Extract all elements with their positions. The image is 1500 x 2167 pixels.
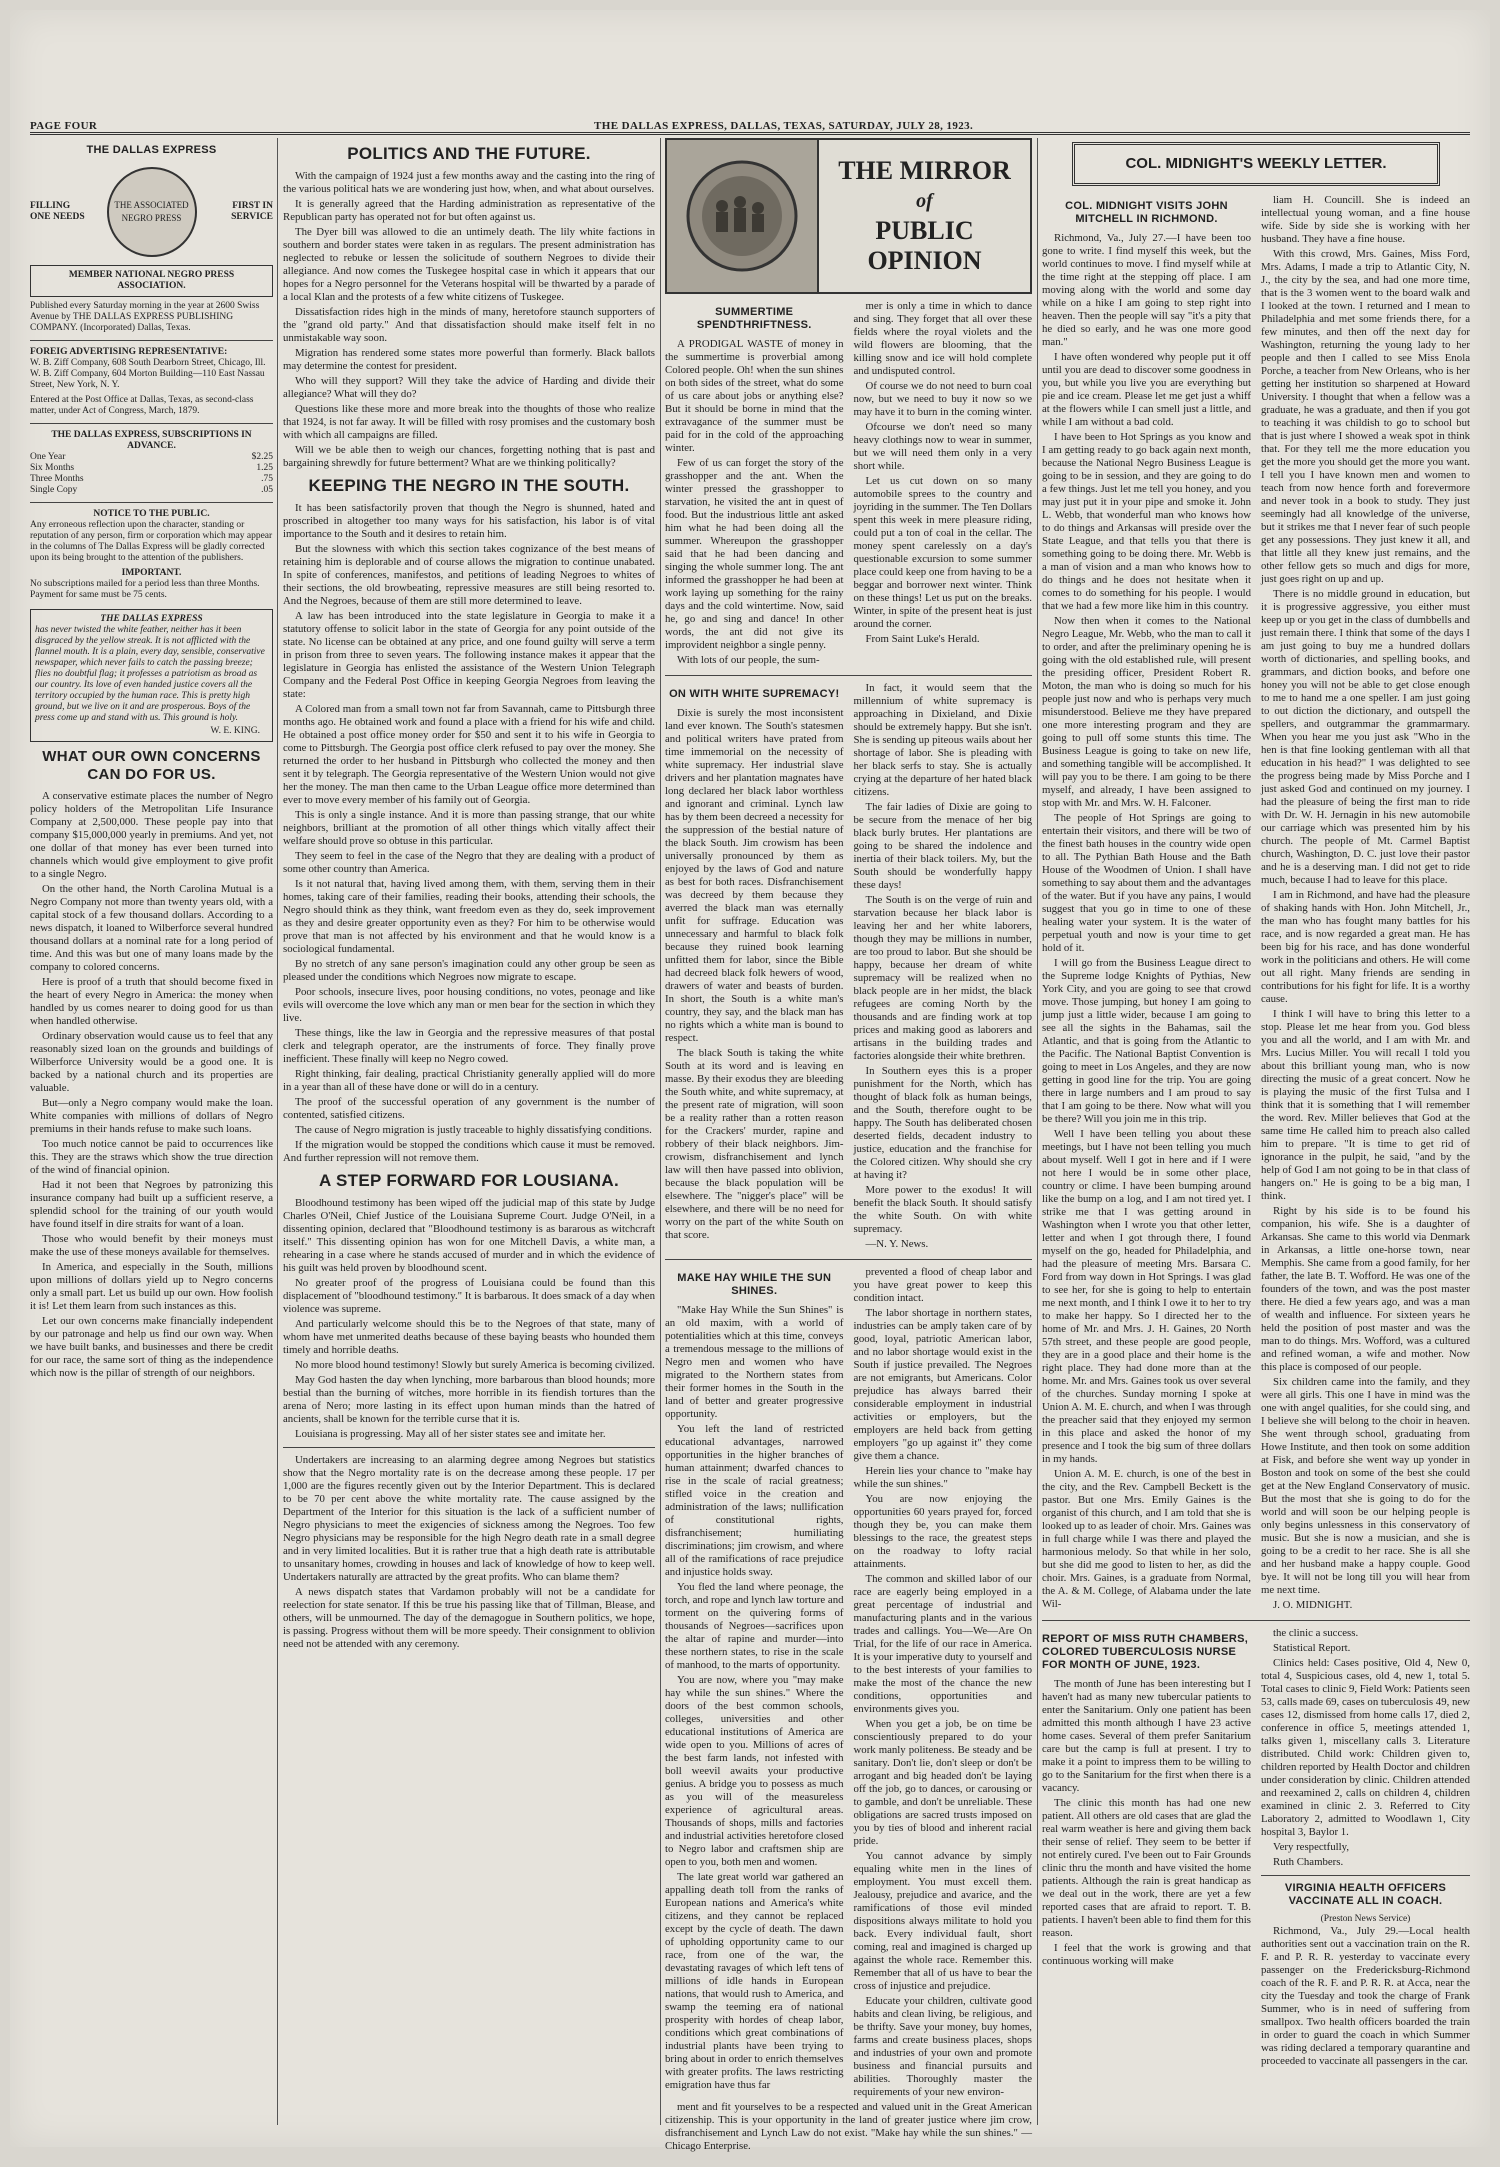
- paragraph: It is generally agreed that the Harding administration as representative of the Republican party has operated not for but often against us.: [283, 198, 655, 223]
- spendthrift-headline: SUMMERTIME SPENDTHRIFTNESS.: [696, 306, 812, 331]
- paragraph: Poor schools, insecure lives, poor housing conditions, no votes, peonage and like evils will overcome the love which any man or men bear for the section in which they live.: [283, 986, 655, 1024]
- paragraph: The clinic this month has had one new patient. All others are old cases that are glad the real warm weather is here and giving them back their sense of relief. They seem to be better if not entirely cured. I've been out to Fair Grounds clinic thru the month and have visited the home patients. Although the rain is great handicap as we deal out in the work, there are yet a few reported cases that are afraid to report. T. B. patients. I haven't been able to find them for this reason.: [1042, 1797, 1251, 1939]
- notice-head: NOTICE TO THE PUBLIC.: [93, 509, 210, 519]
- paragraph: Few of us can forget the story of the grasshopper and the ant. When the winter pressed the grasshopper to starvation, he visited the ant in quest of food. But the industrious little ant asked him what he had been doing all the summer. Whereupon the grasshopper said that he had been dancing and singing the whole summer long. The ant informed the grasshopper he had been at work laying up something for the rainy days and the cold wintertime. Now, said he, go and sing and dance! In other words, the ant did not give its improvident neighbor a single penny.: [665, 457, 844, 651]
- paragraph: Richmond, Va., July 27.—I have been too gone to write. I find myself this week, but the world continues to move. I find myself while at the time right at the stepping off place. I am moving along with the world and some day while on a hike I am going to step right into heaven. Then the people will say "it's a pity that he died so early, and he was one more good man.": [1042, 232, 1251, 348]
- paragraph: You are now, where you "may make hay while the sun shines." Where the doors of the best common schools, colleges, universities and other educational institutions of America are wide open to you. Millions of acres of the best farm lands, not infested with boll weevil awaits your productive genius. A bridge you to possess as much as you will of the measureless experience of agricultural areas. Thousands of shops, mills and factories and industrial activities heretofore closed to Negro labor and craftsmen ship are open to you, both men and women.: [665, 1674, 844, 1868]
- mirror-banner: [665, 138, 1032, 294]
- paragraph: Let us cut down on so many automobile sprees to the country and joyriding in the summer. The Ten Dollars spent this week in mere pleasure riding, could put a ton of coal in the cellar. The money spent carelessly on a day's questionable excursion to some summer place could keep one from having to be a beggar and borrower next winter. Think on these things! Let us put on the breaks. Winter, in spite of the present heat is just around the corner.: [853, 475, 1032, 630]
- subscriptions-table: [30, 452, 273, 496]
- vaccinate-headline: VIRGINIA HEALTH OFFICERS VACCINATE ALL IN COACH.: [1284, 1882, 1447, 1907]
- paragraph: I am in Richmond, and have had the pleasure of shaking hands with Hon. John Mitchell, Jr., the man who has fought many battles for his race, and is now regarded a great man. He has been big for his race, and has done wonderful work in the politicians and others. He will come out all right. Many friends are sending in contributions for his fight for life. It is a worthy cause.: [1261, 889, 1470, 1005]
- subscription-price: .75: [261, 474, 273, 484]
- paragraph: Questions like these more and more break into the thoughts of those who realize that 1924, is not far away. It will be filled with rosy promises and the customary bosh with which all campaigns are filled.: [283, 403, 655, 441]
- paragraph: You cannot advance by simply equaling white men in the lines of employment. You must excell them. Jealousy, prejudice and avarice, and the ramifications of those evil minded dispositions always militate to hold you back. Every individual fault, short coming, real and imagined is charged up against the whole race. Remember this. Remember that all of us have to bear the cross of injustice and prejudice.: [853, 1850, 1032, 1992]
- paragraph: May God hasten the day when lynching, more barbarous than blood hounds; more bestial than the burning of witches, more horrible in its fiendish tortures than the arena of Nero; more lasting in its effect upon human minds than the hatred of ancients, shall be known for the terrible curse that it is.: [283, 1374, 655, 1425]
- paragraph: With this crowd, Mrs. Gaines, Miss Ford, Mrs. Adams, I made a trip to Atlantic City, N. J., the city by the sea, and had one more time, that is the 3 women went to the board walk and I looked at the town. I returned and I mean to Philadelphia and met some friends there, for a few minutes, and then off the next day for Washington, returning the young lady to her people and then I called to see Miss Enola Porche, a teacher from New Orleans, who is her getting her institution so sharpened at Howard University. I thought that when a fellow was a graduate, he was a graduate, and then if you got to teaching it was childish to go to school but that is just where I showed a weak spot in think that. For they tell me the more education you get the more you should get the more you want. I tell you I have known men and women to teach from now hence forth and forevermore and never took in a book to study. They just seemingly had all knowledge of the universe, but it strikes me that I never fear of such people get any possessions. They just knew it all, and that little all they knew just remains, and the other fellow gets so much and digs for more, just goes right on up and up.: [1261, 248, 1470, 585]
- creed-box: [30, 609, 273, 742]
- paragraph: No greater proof of the progress of Louisiana could be found than this displacement of "bloodhound testimony." It is barbarous. It does smack of a day when violence was supreme.: [283, 1277, 655, 1315]
- paragraph: With lots of our people, the sum-: [677, 654, 820, 666]
- subs-head: THE DALLAS EXPRESS, SUBSCRIPTIONS IN ADVANCE.: [51, 430, 252, 451]
- hay-headline: MAKE HAY WHILE THE SUN SHINES.: [677, 1272, 832, 1297]
- paragraph: Educate your children, cultivate good habits and clean living, be religious, and be thrifty. Save your money, buy homes, farms and create business places, shops and industries of your own and promote business and financial pursuits and abilities. Thoroughly master the requirements of your new environ-: [853, 1995, 1032, 2098]
- paragraph: But—only a Negro company would make the loan. White companies with millions of dollars of Negro premiums in their hands refuse to make such loans.: [30, 1097, 273, 1135]
- hay-article: [665, 1266, 1032, 2101]
- editorial-notes: [283, 1454, 655, 1651]
- paragraph: In Southern eyes this is a proper punishment for the North, which has thought of black folk as human beings, and the South, therefore ought to be happy. The South has deliberated chosen deserted fields, decadent industry to justice, education and the franchise for the Colored citizen. Why should she cry at having it?: [853, 1065, 1032, 1181]
- important-body: No subscriptions mailed for a period less than three Months. Payment for same must be 75 cents.: [30, 579, 260, 600]
- nurse-report-headline: REPORT OF MISS RUTH CHAMBERS, COLORED TUBERCULOSIS NURSE FOR MONTH OF JUNE, 1923.: [1042, 1633, 1249, 1671]
- subscription-term: One Year: [30, 452, 66, 462]
- paragraph: Migration has rendered some states more powerful than formerly. Black ballots may determine the contest for president.: [283, 347, 655, 372]
- published-note: Published every Saturday morning in the year at 2600 Swiss Avenue by THE DALLAS EXPRESS PUBLISHING COMPANY. (Incorporated) Dallas, Texas.: [30, 301, 260, 333]
- hay-tail: ment and fit yourselves to be a respected and valued unit in the Great American citizenship. This is your opportunity in the land of greater justice where jim crow, disfranchisement and Lynch Law do not exist. "Make hay while the sun shines." —Chicago Enterprise.: [665, 2101, 1032, 2152]
- vaccinate-body: Richmond, Va., July 29.—Local health authorities sent out a vaccination train on the R. F. and P. R. R. yesterday to vaccinate every passenger on the Fredericksburg-Richmond coach of the R. F. and P. R. R. at Acca, near the city the Tuesday and took the charge of Frank Summer, who is in need of suffering from smallpox. Two health officers boarded the train in order to guard the coach in which Summer was riding declared a temporary quarantine and proceeded to vaccinate all passengers in the car.: [1261, 1925, 1470, 2067]
- paragraph: It has been satisfactorily proven that though the Negro is shunned, hated and proscribed in altogether too many ways for his satisfaction, his labor is of vital importance to the South and it desires to retain him.: [283, 502, 655, 540]
- paragraph: Right by his side is to be found his companion, his wife. She is a daughter of Arkansas. She came to this world via Denmark in Arkansas, a little one-horse town, near Memphis. She came from a good family, for her father, the late B. T. Wofford. He was one of the founders of the town, and was the post master there. He died a few years ago, and was a man of wealth and influence. For sixteen years he held the position of post master and was the man to do things. Mrs. Wofford, was a cultured and refined woman, a wife and mother. Now this place is composed of our people.: [1261, 1205, 1470, 1373]
- creed-body: has never twisted the white feather, neither has it been disgraced by the yellow streak. It is not afflicted with the flannel mouth. It is a plain, every day, sensible, conservative newspaper, which never fails to catch the passing breeze; flies no doubtful flag; it professes a patriotism as broad as our country. Its love of even handed justice covers all the territory occupied by the human race. This is pretty high ground, but we live on it and are prosperous. Boys of the press come up and stand with us. This ground is holy.: [35, 625, 265, 723]
- paragraph: "Make Hay While the Sun Shines" is an old maxim, with a world of potentialities which at this time, conveys a tremendous message to the millions of Negro men and women who have migrated to the Northern states from their former homes in the South in the land of better and greater progressive opportunity.: [665, 1304, 844, 1420]
- subscription-price: .05: [261, 485, 273, 495]
- crowd-illustration-icon: [667, 140, 819, 292]
- page-number: PAGE FOUR: [30, 120, 98, 132]
- column-rule: [1037, 138, 1038, 2125]
- paragraph: You fled the land where peonage, the torch, and rope and lynch law torture and torment on the quivering forms of thousands of Negroes—sacrifices upon the altar of rapine and murder—into these northern states, to rise in the scale of manhood, to the marts of opportunity.: [665, 1581, 844, 1671]
- paragraph: Ordinary observation would cause us to feel that any reasonably sized loan on the grounds and buildings of Wilberforce University would be a good one. It is backed by a national church and its properties are valuable.: [30, 1030, 273, 1094]
- paragraph: Well I have been telling you about these meetings, but I have not been telling you much about myself. Well I got in here and if I were not here I would be in some other place, country or clime. I have been bumping around like the bump on a log, and I am not tired yet. I strike me that I was getting around in Washington when I wrote you that other letter, letter and when I got through there, I found myself on the go, headed for Philadelphia, and had the pleasure of meeting Mrs. Barsara C. Ford from way down in Hot Springs. I was glad to see her, for she is going to help to entertain me next month, and I think I owe it to her to try to make her happy. So I directed her to the home of Mr. and Mrs. J. H. Gaines, 20 North 57th street, and these people are good people, they are in a good place and their home is the right place. They had done more than at the home. Mr. and Mrs. Gaines took us over several of the churches. Sunday morning I spoke at Union A. M. E. church, and when I was through the preacher said that they enjoyed my sermon in this place and asked the honor of my presence and I took the big sum of three dollars in my hands.: [1042, 1128, 1251, 1465]
- paragraph: They seem to feel in the case of the Negro that they are dealing with a product of some other country than America.: [283, 850, 655, 875]
- paragraph: The people of Hot Springs are going to entertain their visitors, and there will be two of the finest bath houses in the country wide open to all. The Pythian Bath House and the Bath House of the Woodmen of Union. I shall have something to say about them and the advantages of the water. But if you have any pains, I would suggest that you go in time to one of these healing water your system. It is the water of perpetual youth and now is your time to get hold of it.: [1042, 812, 1251, 954]
- paragraph: In fact, it would seem that the millennium of white supremacy is approaching in Dixieland, and Dixie should be extremely happy. But she isn't. She is sending up piteous wails about her shortage of labor. She is pleading with her black serfs to stay. She is actually crying at the departure of her hated black citizens.: [853, 682, 1032, 798]
- paragraph: Now then when it comes to the National Negro League, Mr. Webb, who the man to call it to order, and after the preliminary opening he is going with the old established rule, will present the presiding officer, President Robert R. Moton, the man who is doing so much for his people just now and who is perhaps very much misunderstood. Believe me they have prepared one more interesting program and they are going to pull off some stunts this time. The Business League is going to take on new life, and something tangible will be accomplished. It will pay you to be there. I am going to be there myself, and already, I have been assigned to stop with Mr. and Mrs. W. H. Falconer.: [1042, 615, 1251, 809]
- mirror-column: [665, 138, 1032, 2152]
- paragraph: And particularly welcome should this be to the Negroes of that state, many of whom have met unmerited deaths because of these baying beasts who hounded them timely and horrible deaths.: [283, 1318, 655, 1356]
- louisiana-headline: A STEP FORWARD FOR LOUSIANA.: [319, 1171, 619, 1190]
- politics-headline: POLITICS AND THE FUTURE.: [347, 144, 591, 163]
- paragraph: the clinic a success.: [1273, 1627, 1359, 1639]
- notice-body: Any erroneous reflection upon the character, standing or reputation of any person, firm or corporation which may appear in the columns of The Dallas Express will be gladly corrected upon its being brought to the attention of the publishers.: [30, 520, 273, 563]
- mirror-title: [819, 140, 1030, 292]
- keeping-article: [283, 502, 655, 1165]
- paragraph: J. O. MIDNIGHT.: [1273, 1599, 1353, 1611]
- paragraph: Those who would benefit by their moneys must make the use of these moneys available for themselves.: [30, 1233, 273, 1258]
- newspaper-page: [10, 10, 1490, 2152]
- paragraph: Here is proof of a truth that should become fixed in the heart of every Negro in America: the money when handled by us comes nearer to doing good for us than when handled otherwise.: [30, 976, 273, 1027]
- paragraph: The South is on the verge of ruin and starvation because her black labor is leaving her and her white laborers, though they may be millions in number, are too proud to labor. But she should be happy, because her dream of white supremacy will be realized when no black people are in her midst, the black refugees are coming North by the thousands and are finding work at top prices and making good as laborers and artisans in the building trades and factories alongside their white brethren.: [853, 894, 1032, 1062]
- creed-head: THE DALLAS EXPRESS: [100, 614, 203, 624]
- paragraph: The black South is taking the white South at its word and is leaving en masse. By their exodus they are bleeding the South white, and white supremacy, at the present rate of migration, will soon be a reality rather than a rotten reason for the Crackers' murder, rapine and robbery of their black neighbors. Jim-crowism, disfranchisement and lynch law will then have passed into oblivion, because the black population will be elsewhere. The "nigger's place" will be elsewhere, and there will be no need for worry on the part of the white South on that score.: [665, 1047, 844, 1241]
- editorial-column: [283, 138, 655, 2125]
- important-head: IMPORTANT.: [121, 568, 182, 578]
- nurse-report: [1042, 1627, 1470, 2070]
- subscription-term: Single Copy: [30, 485, 78, 495]
- paragraph: The cause of Negro migration is justly traceable to highly dissatisfying conditions.: [295, 1124, 652, 1136]
- midnight-title-box: COL. MIDNIGHT'S WEEKLY LETTER.: [1072, 142, 1440, 186]
- mirror-title-line: THE MIRROR: [838, 156, 1011, 185]
- seal-text: THE ASSOCIATED NEGRO PRESS: [114, 200, 189, 223]
- paragraph: Clinics held: Cases positive, Old 4, New 0, total 4, Suspicious cases, old 4, new 1, total 5. Total cases to clinic 9, Field Work: Patients seen 53, calls made 69, cases on tuberculosis 49, new cases 12, dismissed from home calls 17, died 2, conference in office 5, meetings attended 1, talks given 1, miscellany calls 3. Literature distributed. Child work: Children given to, children reported by Health Doctor and children under consideration by clinic. Children attended and reexamined 2, calls on children 4, children examined in clinic 2. 3. Referred to City Laboratory 2, admitted to Woodlawn 1, City hospital 3, Baylor 1.: [1261, 1657, 1470, 1838]
- paragraph: A Colored man from a small town not far from Savannah, came to Pittsburgh three months ago. He obtained work and found a place with a friend for his wife and child. He obtained a post office money order for $50 and sent it to his wife in Georgia to come to Pittsburgh. The Georgia post office clerk refused to pay over the money. She returned the order to her husband in Pittsburgh who collected the money and then sent it by telegraph. The Georgia representative of the Western Union would not give her the money. The man then came to the Urban League office more determined than ever to move every member of his family out of Georgia.: [283, 703, 655, 806]
- seal-left-text: FILLING ONE NEEDS: [30, 201, 85, 222]
- mirror-title-line: PUBLIC OPINION: [867, 216, 982, 275]
- paragraph: No more blood hound testimony! Slowly but surely America is becoming civilized.: [295, 1359, 655, 1371]
- paragraph: Undertakers are increasing to an alarming degree among Negroes but statistics show that the Negro mortality rate is on the decrease among these people. 17 per 1,000 are the figures recently given out by the Interior Department. This is declared to be 70 per cent above the white mortality rate. The cause assigned by the Department of the Interior for this situation is the lack of a sufficient number of Negro physicians to meet the exigencies of sickness among the Negroes. Too few Negro physicians may be responsible for the high Negro death rate in a small degree and in very limited localities. But it is rather true that a high death rate is attributable to unsanitary homes, crowding in houses and lack of knowledge of how to keep well. Undertakers naturally are attracted by the great profits. Who can blame them?: [283, 1454, 655, 1583]
- paragraph: These things, like the law in Georgia and the repressive measures of that postal clerk and telegraph operator, are the instruments of force. They finally prove inefficient. These finally will keep no Negro cowed.: [283, 1027, 655, 1065]
- paragraph: By no stretch of any sane person's imagination could any other group be seen as pleased under the conditions which Negroes now migrate to escape.: [283, 958, 655, 983]
- supremacy-article: [665, 682, 1032, 1253]
- vaccinate-source: (Preston News Service): [1320, 1914, 1411, 1924]
- paragraph: Very respectfully,: [1273, 1841, 1350, 1853]
- politics-article: [283, 170, 655, 470]
- subscription-term: Three Months: [30, 474, 84, 484]
- paragraph: I feel that the work is growing and that continuous working will make: [1042, 1942, 1251, 1967]
- subscription-row: [30, 463, 273, 474]
- paragraph: A PRODIGAL WASTE of money in the summertime is proverbial among Colored people. Oh! when the sun shines on both sides of the street, what do some of us care about jobs or anything else? But it should be borne in mind that the extravagance of the summer must be paid for in the cold of the approaching winter.: [665, 338, 844, 454]
- paragraph: This is only a single instance. And it is more than passing strange, that our white neighbors, brilliant at the promotion of all other things which vitally affect their welfare should prove so obtuse in this particular.: [283, 809, 655, 847]
- masthead: [30, 110, 1470, 135]
- midnight-letter: [1042, 194, 1470, 1614]
- paragraph: But the slowness with which this section takes cognizance of the best means of retaining him is deplorable and of course allows the migration to continue unabated. In spite of conferences, manifestos, and petitions of leading Negroes to whites of their sections, the old browbeating, repressive measures are still being resorted to. And the Negroes, because of them are still more determined to leave.: [283, 543, 655, 607]
- entered-note: Entered at the Post Office at Dallas, Texas, as second-class matter, under Act of Congress, March, 1879.: [30, 395, 254, 416]
- paragraph: Ruth Chambers.: [1273, 1856, 1344, 1868]
- paragraph: Of course we do not need to burn coal now, but we need to buy it now so we may have it to burn in the coming winter.: [853, 380, 1032, 418]
- subscription-price: 1.25: [256, 463, 273, 473]
- midnight-column: [1042, 138, 1470, 2125]
- paragraph: The fair ladies of Dixie are going to be secure from the menace of her big black burly brutes. Her plantations are going to be shared the indolence and inertia of their black toilers. My, but the South should be wonderfully happy these days!: [853, 801, 1032, 891]
- spendthrift-article: [665, 300, 1032, 669]
- paragraph: More power to the exodus! It will benefit the black South. It should satisfy the white South. On with white supremacy.: [853, 1184, 1032, 1235]
- paragraph: In America, and especially in the South, millions upon millions of dollars yield up to Negro concerns only a small part. Let us build up our own. How foolish it is! Let them learn from such instances as this.: [30, 1261, 273, 1312]
- paragraph: You are now enjoying the opportunities 60 years prayed for, forced though they be, you can make them blessings to the race, the greatest steps on the roadway to lofty racial attainments.: [853, 1493, 1032, 1570]
- seal-row: [30, 163, 273, 261]
- seal-right-text: FIRST IN SERVICE: [231, 201, 273, 222]
- paragraph: The late great world war gathered an appalling death toll from the ranks of European nations and America's white citizens, and they cannot be replaced except by the cycle of death. The dawn of upholding opportunity came to our race, from one of the war, the devastating ravages of which left tens of millions of idle hands in European nations, that would rush to America, and swamp the teeming era of national prosperity with hordes of cheap labor, conditions which great combinations of industrial plants have been trying to bring about in order to enrich themselves with greater profits. The laws restricting emigration have thus far: [665, 1871, 844, 2091]
- paragraph: If the migration would be stopped the conditions which cause it must be removed. And further repression will not remove them.: [283, 1139, 655, 1164]
- paragraph: You left the land of restricted educational advantages, narrowed opportunities in the higher branches of human attainment; dwarfed chances to rise in the scale of racial greatness; stifled voice in the creation and administration of the laws; nullification of constitutional rights, disfranchisement; humiliating discriminations; jim crowism, and where all of the ramifications of race prejudice and injustice holds sway.: [665, 1423, 844, 1578]
- paragraph: I will go from the Business League direct to the Supreme lodge Knights of Pythias, New York City, and you are going to see that crowd move. Those jumping, but honey I am going to jump just a little wider, because I am going to see all the sights in the Bahamas, sail the Atlantic, and that is going from the Atlantic to the Pacific. The National Baptist Convention is going to meet in Los Angeles, and they are now getting in good line for the trip. You are going there in large numbers and I am proud to say that I am going to be there. Now what will you be there? Will you join me in this trip.: [1042, 957, 1251, 1125]
- paragraph: From Saint Luke's Herald.: [865, 633, 980, 645]
- column-rule: [277, 138, 278, 2125]
- paragraph: Herein lies your chance to "make hay while the sun shines.": [853, 1465, 1032, 1490]
- paragraph: A news dispatch states that Vardamon probably will not be a candidate for reelection for state senator. If this be true his passing like that of Tillman, Blease, and others, will be unmourned. The day of the demagogue in Southern politics, we hope, is passing. Progress without them will be more speedy. Their consignment to oblivion need not be attended with any ceremony.: [283, 1586, 655, 1650]
- subscription-row: [30, 452, 273, 463]
- paragraph: The Dyer bill was allowed to die an untimely death. The lily white factions in southern and border states were taken in as regulars. The present administration has neglected to rebuke or lessen the solicitude of southern Negroes to divide their allegiance. And now comes the Tuskegee hospital case in which it appears that our hopes for a Negro personnel for the Veterans hospital will be thwarted by a parade of a local Klan and the protests of a few white citizens of Tuskegee.: [283, 226, 655, 303]
- keeping-headline: KEEPING THE NEGRO IN THE SOUTH.: [308, 476, 630, 495]
- paragraph: Who will they support? Will they take the advice of Harding and divide their allegiance? What will they do?: [283, 375, 655, 400]
- subscription-row: [30, 474, 273, 485]
- subscription-row: [30, 485, 273, 496]
- louisiana-article: [283, 1197, 655, 1441]
- paragraph: With the campaign of 1924 just a few months away and the casting into the ring of the various political hats we are wondering just how, when, and what about ourselves.: [283, 170, 655, 195]
- paragraph: Dixie is surely the most inconsistent land ever known. The South's statesmen and political writers have prated from time immemorial on the necessity of white supremacy. Her industrial slave drivers and her plantation magnates have long declared her black labor worthless and ignorant and criminal. Lynch law has by them been decreed a necessity for the suppression of the bestial nature of the black South. Jim crowism has been universally pronounced by them as enjoyed by the laws of God and nature as best for both races. Disfranchisement was decreed by them because they averred the black man was eternally unfit for suffrage. Education was unnecessary and harmful to black folk because they ruined book learning unfitted them for labor, since the Bible had decreed black folk hewers of wood, drawers of water and beasts of burden. In short, the South is a white man's country, they say, and the black man has no rights which a white man is bound to respect.: [665, 707, 844, 1044]
- paragraph: A conservative estimate places the number of Negro policy holders of the Metropolitan Life Insurance Company at 2,500,000. These people pay into that company $15,000,000 yearly in premiums. And yet, not one dollar of that money has ever been turned into channels which would give employment to give profit to a single Negro.: [30, 790, 273, 880]
- paragraph: Statistical Report.: [1273, 1642, 1351, 1654]
- paragraph: The proof of the successful operation of any government is the number of contented, satisfied citizens.: [283, 1096, 655, 1121]
- paragraph: Louisiana is progressing. May all of her sister states see and imitate her.: [295, 1428, 606, 1440]
- paragraph: I think I will have to bring this letter to a stop. Please let me hear from you. God bless you and all the world, and I am with Mr. and Mrs. Lucius Miller. You will recall I told you about this brilliant young man, who is now directing the music of a great concert. Now he is playing the music of the first Tulsa and I think that it is something that I will remember the word. Rev. Miller believes that God at the same time He called him to preach also called him to prepare. "It is time to get rid of ignorance in the pulpit, he said, "and by the help of God I am not going to be in that class of hangers on." He is going to be a big man, I think.: [1261, 1008, 1470, 1202]
- concerns-article: [30, 790, 273, 1380]
- paragraph: Is it not natural that, having lived among them, with them, serving them in their homes, taking care of their families, reading their books, attending their schools, the Negro should think as they think, want freedom even as they do, seek improvement as they and desire greater opportunity even as they? For him to be otherwise would prove that man is not affected by his environment and that he would know is a sociological fundamental.: [283, 878, 655, 955]
- paper-dateline: THE DALLAS EXPRESS, DALLAS, TEXAS, SATURDAY, JULY 28, 1923.: [594, 120, 974, 132]
- paragraph: There is no middle ground in education, but it is progressive aggressive, you either must keep up or you get in the class of dumbbells and just remain there. I think that some of the days I am just going to buy me a hundred dollars worth of dictionaries, and spelling books, and grammars, and diction books, and before one honey you will not be able to get close enough to me to hand me a one speller. I am just going to out diction the dictionary, and outspell the spellers, and outgrammar the grammarmary. When you hear me you just ask "Who in the hen is that fine looking gentleman with all that education in his head?" I was delighted to see the progress being made by Miss Porche and I just asked God and continued on my journey. I had the pleasure of being the first man to ride with Dr. W. H. Jernagin in his new automobile our carriage which was presented him by his church. The people of Mt. Carmel Baptist church, Washington, D. C. just love their pastor and he is a deserving man. I did not get to ride much, because I had to leave for this place.: [1261, 588, 1470, 886]
- creed-signature: W. E. KING.: [210, 726, 260, 736]
- paragraph: I have been to Hot Springs as you know and I am getting ready to go back again next month, because the National Negro Business League is going to be in session, and they are going to do a few things. Just let me tell you honey, and you may just put it in your pipe and smoke it. John L. Webb, that wonderful man who knows how to do things and Arkansas will preside over the State League, and that tells you that there is something going to be doing there. Mr. Webb is a man of vision and a man who knows how to do things and he does not hesitate when it comes to do something for his people. I would that we had a few more like him in this country.: [1042, 431, 1251, 612]
- paragraph: Let our own concerns make financially independent by our patronage and help us find our own way. When we have built banks, and businesses and there be credit for our race, the same sort of thing as the independence which now is the pillar of strength of our neighbors.: [30, 1315, 273, 1379]
- paragraph: Right thinking, fair dealing, practical Christianity generally applied will do more in a year than all of these have done or will do in a century.: [283, 1068, 655, 1093]
- paragraph: The labor shortage in northern states, industries can be amply taken care of by good, loyal, patriotic American labor, and no labor shortage would exist in the South if justice prevailed. The Negroes are not emigrants, but Americans. Color prejudice has always barred their considerable employment in industrial activities or employers, but the employers are held back from getting employers "go up against it" they come give them a chance.: [853, 1307, 1032, 1462]
- press-seal-icon: [107, 167, 197, 257]
- paragraph: prevented a flood of cheap labor and you have great power to keep this condition intact.: [853, 1266, 1032, 1304]
- paragraph: liam H. Councill. She is indeed an intellectual young woman, and a fine house wife. Side by side she is working with her husband. They have a fine house.: [1261, 194, 1470, 245]
- paragraph: When you get a job, be on time be conscientiously prepared to do your work manly politeness. Be steady and be sanitary. Don't lie, don't sleep or don't be arrogant and big headed don't be laying off the job, go to dances, or carousing or to gamble, and don't be unreliable. These obligations are sacred trusts imposed on you by ties of blood and inherent racial pride.: [853, 1718, 1032, 1847]
- paragraph: On the other hand, the North Carolina Mutual is a Negro Company not more than twenty years old, with a capital stock of a few thousand dollars. According to a news dispatch, it loaned to Wilberforce several hundred thousand dollars at a nominal rate for a long period of time. And this was but one of many loans made by the company to colored concerns.: [30, 883, 273, 973]
- subscription-term: Six Months: [30, 463, 75, 473]
- paragraph: I have often wondered why people put it off until you are dead to discover some goodness in you, but while you live you are everything but pie and ice cream. Please let me get just a whiff at the flowers while I can smell just a little, and while I am without a bad cold.: [1042, 351, 1251, 428]
- paragraph: Will we be able then to weigh our chances, forgetting nothing that is past and bargaining shrewdly for future betterment? What are we thinking politically?: [283, 444, 655, 469]
- sidebar-column: [30, 138, 273, 2125]
- paragraph: The common and skilled labor of our race are eagerly being employed in a great percentage of industrial and manufacturing plants and in the various trades and callings. You—We—Are On Trial, for the life of our race in America. It is your imperative duty to yourself and to the best interests of your families to make the most of the chance the new conditions, opportunities and environments gives you.: [853, 1573, 1032, 1715]
- foreign-head: FOREIG ADVERTISING REPRESENTATIVE:: [30, 347, 228, 357]
- midnight-subhead: COL. MIDNIGHT VISITS JOHN MITCHELL IN RICHMOND.: [1065, 200, 1228, 225]
- paragraph: —N. Y. News.: [865, 1238, 929, 1250]
- paragraph: Dissatisfaction rides high in the minds of many, heretofore staunch supporters of the "grand old party." And that dissatisfaction should make itself felt in no unmistakable way soon.: [283, 306, 655, 344]
- paragraph: Too much notice cannot be paid to occurrences like this. They are the straws which show the true direction of the wind of financial opinion.: [30, 1138, 273, 1176]
- supremacy-headline: ON WITH WHITE SUPREMACY!: [669, 688, 840, 700]
- paragraph: mer is only a time in which to dance and sing. They forget that all over these fields where the royal violets and the wild flowers are blooming, that the killing snow and ice will hold complete and undisputed control.: [853, 300, 1032, 377]
- paragraph: Union A. M. E. church, is one of the best in the city, and the Rev. Campbell Beckett is the pastor. But one Mrs. Emily Gaines is the organist of this church, and I am told that she is looked up to as leader of choir. Mrs. Gaines was in full charge while I was there and played the harmonious melody. So that while in her solo, but she did me good to listen to her, as did the choir. Mrs. Gaines, is a graduate from Normal, the A. & M. College, of Alabama under the late Wil-: [1042, 1468, 1251, 1610]
- paragraph: Bloodhound testimony has been wiped off the judicial map of this state by Judge Charles O'Neil, Chief Justice of the Louisiana Supreme Court. Judge O'Neil, in a dissenting opinion, declared that "Bloodhound testimony is as bararous as witchcraft itself." This dissenting opinion has won for one Mitchell Davis, a white man, a rehearing in a case where he stands accused of murder and in which the evidence of his guilt was held proven by bloodhound scent.: [283, 1197, 655, 1274]
- subscription-price: $2.25: [251, 452, 273, 462]
- paragraph: A law has been introduced into the state legislature in Georgia to make it a statutory offense to solicit labor in the state of Georgia for any point outside of the state. No license can be obtained at any price, and one found guilty will serve a term in prison from three to seven years. The following instance makes it appear that the legislature in Georgia has enlisted the assistance of the Western Union Telegraph Company and the Federal Post Office in keeping Georgia Negroes from leaving the state:: [283, 610, 655, 700]
- foreign-body: W. B. Ziff Company, 608 South Dearborn Street, Chicago, Ill. W. B. Ziff Company, 604 Morton Building—110 East Nassau Street, New York, N. Y.: [30, 358, 266, 390]
- column-rule: [660, 138, 661, 2125]
- paragraph: Ofcourse we don't need so many heavy clothings now to wear in summer, but we will need them only in a very short while.: [853, 421, 1032, 472]
- mirror-title-line: of: [916, 190, 933, 212]
- paragraph: Six children came into the family, and they were all girls. This one I have in mind was the one with angel qualities, for she could sing, and I believe she will belong to the choir in heaven. She went through school, graduating from Howe Institute, and then took on some addition at Fisk, and before she went way up yonder in Boston and took on some of the best she could get at the New England Conservatory of music. But the most that she is going to do for the world and will soon be our helping people is only begins unlessness in this conservatory of music. But she is now a musician, and she is going to be a credit to her race. She is all she and her husband make a happy couple. Good bye. It will not be long till you will hear from me next time.: [1261, 1376, 1470, 1596]
- member-box: MEMBER NATIONAL NEGRO PRESS ASSOCIATION.: [30, 265, 273, 297]
- paragraph: Had it not been that Negroes by patronizing this insurance company had built up a sufficient reserve, a splendid school for the training of our youth would have found itself in dire straits for want of a loan.: [30, 1179, 273, 1230]
- sidebar-title: THE DALLAS EXPRESS: [86, 144, 217, 156]
- paragraph: The month of June has been interesting but I haven't had as many new tubercular patients to enter the Sanitarium. Only one patient has been admitted this month although I have 23 active home cases. Several of them prefer Sanitarium care but the camp is full at present. I try to make it a point to impress them to be willing to go to the Sanitarium for the first when there is a vacancy.: [1042, 1678, 1251, 1794]
- concerns-headline: WHAT OUR OWN CONCERNS CAN DO FOR US.: [42, 748, 261, 783]
